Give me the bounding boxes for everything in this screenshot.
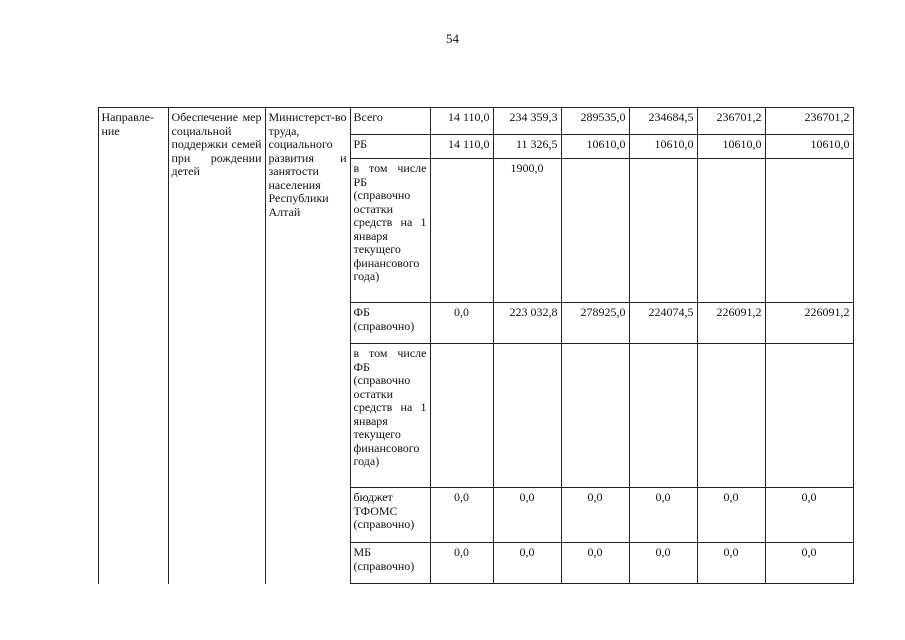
value-cell bbox=[629, 344, 697, 488]
value-cell: 234684,5 bbox=[629, 108, 697, 135]
value-cell: 224074,5 bbox=[629, 303, 697, 344]
value-cell: 0,0 bbox=[629, 488, 697, 543]
value-cell: 0,0 bbox=[697, 543, 765, 584]
value-cell: 10610,0 bbox=[629, 135, 697, 159]
value-cell bbox=[765, 159, 853, 303]
value-cell: 0,0 bbox=[493, 488, 561, 543]
value-cell: 0,0 bbox=[430, 543, 493, 584]
value-cell: 289535,0 bbox=[561, 108, 629, 135]
source-label: Всего bbox=[350, 108, 430, 135]
source-label: бюджет ТФОМС (справочно) bbox=[350, 488, 430, 543]
value-cell: 278925,0 bbox=[561, 303, 629, 344]
value-cell bbox=[765, 344, 853, 488]
value-cell: 234 359,3 bbox=[493, 108, 561, 135]
value-cell bbox=[561, 159, 629, 303]
value-cell bbox=[493, 344, 561, 488]
value-cell: 11 326,5 bbox=[493, 135, 561, 159]
source-label: ФБ (справочно) bbox=[350, 303, 430, 344]
type-cell: Направле-ние bbox=[98, 108, 168, 584]
value-cell bbox=[697, 159, 765, 303]
value-cell: 10610,0 bbox=[697, 135, 765, 159]
value-cell: 0,0 bbox=[430, 488, 493, 543]
value-cell: 14 110,0 bbox=[430, 108, 493, 135]
value-cell bbox=[697, 344, 765, 488]
source-label: в том числе ФБ (справочно остатки средств на 1 января текущего финансового года) bbox=[350, 344, 430, 488]
value-cell: 236701,2 bbox=[697, 108, 765, 135]
source-label: МБ (справочно) bbox=[350, 543, 430, 584]
value-cell: 236701,2 bbox=[765, 108, 853, 135]
measure-name-cell: Обеспечение мер социальной поддержки семей при рождении детей bbox=[168, 108, 265, 584]
page-number: 54 bbox=[446, 31, 459, 46]
budget-table bbox=[63, 107, 854, 584]
value-cell bbox=[561, 344, 629, 488]
value-cell: 0,0 bbox=[765, 488, 853, 543]
value-cell: 0,0 bbox=[765, 543, 853, 584]
value-cell: 226091,2 bbox=[765, 303, 853, 344]
value-cell bbox=[430, 344, 493, 488]
value-cell: 14 110,0 bbox=[430, 135, 493, 159]
source-label: в том числе РБ (справочно остатки средств на 1 января текущего финансового года) bbox=[350, 159, 430, 303]
value-cell: 0,0 bbox=[629, 543, 697, 584]
value-cell: 0,0 bbox=[561, 488, 629, 543]
value-cell: 0,0 bbox=[561, 543, 629, 584]
value-cell: 0,0 bbox=[697, 488, 765, 543]
value-cell: 10610,0 bbox=[561, 135, 629, 159]
value-cell: 10610,0 bbox=[765, 135, 853, 159]
source-label: РБ bbox=[350, 135, 430, 159]
value-cell bbox=[430, 159, 493, 303]
value-cell: 226091,2 bbox=[697, 303, 765, 344]
blank-column bbox=[63, 108, 98, 584]
value-cell: 0,0 bbox=[430, 303, 493, 344]
table-row bbox=[63, 108, 853, 135]
value-cell: 1900,0 bbox=[493, 159, 561, 303]
value-cell: 223 032,8 bbox=[493, 303, 561, 344]
value-cell bbox=[629, 159, 697, 303]
value-cell: 0,0 bbox=[493, 543, 561, 584]
executor-cell: Министерст-во труда, социального развития и занятости населения Республики Алтай bbox=[265, 108, 350, 584]
